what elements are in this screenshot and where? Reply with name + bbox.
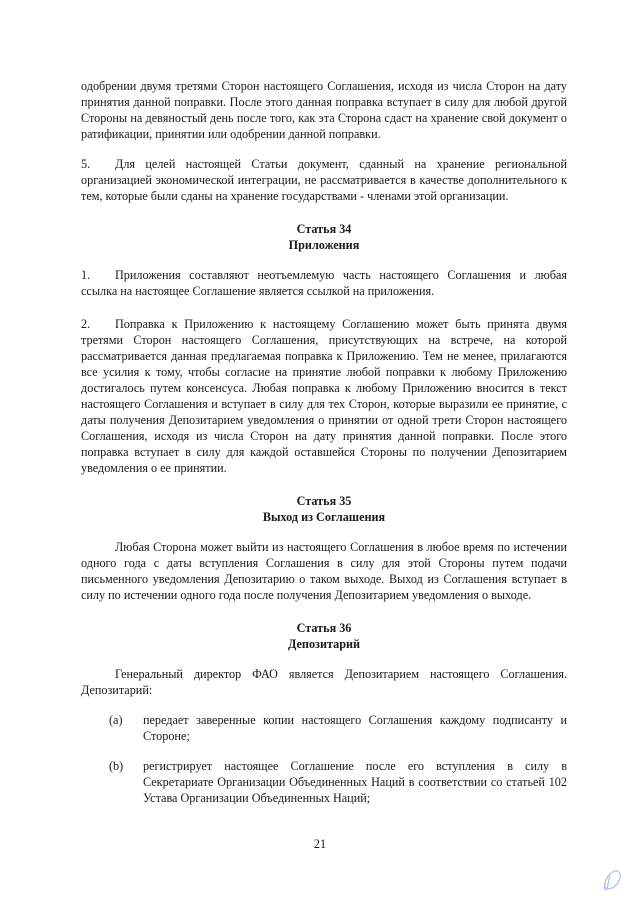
article-35-title: Статья 35	[296, 494, 352, 508]
paragraph-5-number: 5.	[81, 157, 91, 171]
article-34-paragraph-2	[81, 316, 567, 476]
continuation-paragraph: одобрении двумя третями Сторон настоящего Соглашения, исходя из числа Сторон на дату принятия данной поправки. После этого данная поправка вступает в силу для любой другой Стороны на девяностый день после того, как эта Сторона сдаст на хранение свой документ о ратификации, принятии или одобрении данной поправки.	[81, 79, 567, 141]
page-number: 21	[313, 837, 327, 851]
article-34-p2-number: 2.	[81, 317, 91, 331]
document-body	[81, 78, 567, 806]
list-item-label: (a)	[109, 713, 123, 727]
article-36-heading	[81, 620, 567, 652]
article-34-p2-text: Поправка к Приложению к настоящему Соглашению может быть принята двумя третями Сторон настоящего Соглашения, присутствующих на встрече, на которой рассматривается данная предлагаемая поправка к Приложению. Тем не менее, прилагаются все усилия к тому, чтобы согласие на принятие любой поправки к любому Приложению достигалось путем консенсуса. Любая поправка к любому Приложению вносится в текст настоящего Соглашения и вступает в силу для тех Сторон, которые выразили ее принятие, с даты получения Депозитарием уведомления о принятии от одной трети Сторон настоящего Соглашения, исходя из числа Сторон на дату принятия данной поправки. После этого поправка вступает в силу для каждой оставшейся Стороны по получении Депозитарием уведомления о ее принятии.	[81, 317, 567, 475]
article-36-subtitle: Депозитарий	[287, 637, 361, 651]
article-35-text: Любая Сторона может выйти из настоящего Соглашения в любое время по истечении одного года с даты вступления Соглашения в силу для этой Стороны путем подачи письменного уведомления Депозитарию о таком выходе. Выход из Соглашения вступает в силу по истечении одного года после получения Депозитарием уведомления о выходе.	[81, 540, 567, 602]
list-item	[81, 758, 567, 806]
article-34-p1-text: Приложения составляют неотъемлемую часть настоящего Соглашения и любая ссылка на настоящее Соглашение является ссылкой на приложения.	[81, 268, 567, 298]
list-item	[81, 712, 567, 744]
article-36-title: Статья 36	[296, 621, 352, 635]
paragraph-5	[81, 156, 567, 204]
list-item-label: (b)	[109, 759, 124, 773]
list-item-text: передает заверенные копии настоящего Соглашения каждому подписанту и Стороне;	[143, 713, 567, 743]
article-34-p1-number: 1.	[81, 268, 91, 282]
paragraph-5-text: Для целей настоящей Статьи документ, сданный на хранение региональной организацией экономической интеграции, не рассматривается в качестве дополнительного к тем, которые были сданы на хранение государствами - членами этой организации.	[81, 157, 567, 203]
article-36-intro: Генеральный директор ФАО является Депозитарием настоящего Соглашения. Депозитарий:	[81, 667, 567, 697]
article-34-paragraph-1	[81, 267, 567, 299]
article-34-title: Статья 34	[296, 222, 352, 236]
article-34-subtitle: Приложения	[288, 238, 360, 252]
article-34-heading	[81, 221, 567, 253]
article-35-heading	[81, 493, 567, 525]
signature-mark-icon	[596, 865, 626, 895]
article-35-subtitle: Выход из Соглашения	[262, 510, 386, 524]
list-item-text: регистрирует настоящее Соглашение после его вступления в силу в Секретариате Организации Объединенных Наций в соответствии со статьей 102 Устава Организации Объединенных Наций;	[143, 759, 567, 805]
